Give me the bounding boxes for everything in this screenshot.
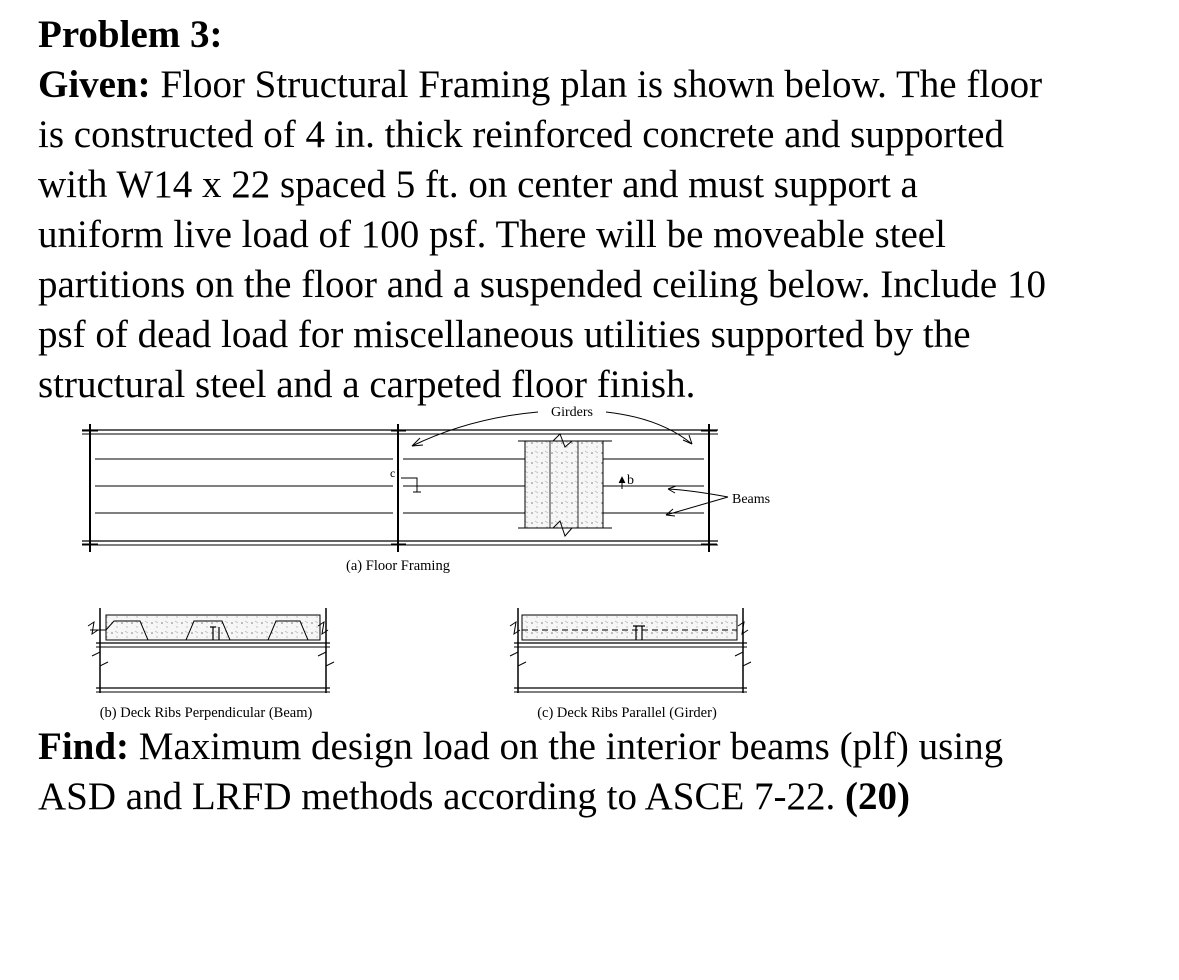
given-label: Given: [38,63,151,106]
given-text-1: Floor Structural Framing plan is shown below. The floor [150,63,1043,106]
find-statement [38,722,1168,822]
given-line-6: psf of dead load for miscellaneous utilities supported by the [38,313,971,356]
given-line-7: structural steel and a carpeted floor finish. [38,363,696,406]
caption-b: (b) Deck Ribs Perpendicular (Beam) [99,705,313,721]
section-c-label: c [390,466,396,480]
section-c-mark [401,478,417,492]
given-line-4: uniform live load of 100 psf. There will be moveable steel [38,213,946,256]
find-label: Find: [38,725,130,768]
caption-c: (c) Deck Ribs Parallel (Girder) [537,705,717,721]
beams-arrow-upper [668,489,728,497]
find-text-1: Maximum design load on the interior beams (plf) using [129,725,1004,768]
section-b-label: b [627,473,634,488]
find-text-2: ASD and LRFD methods according to ASCE 7-22. [38,775,846,818]
given-line-3: with W14 x 22 spaced 5 ft. on center and must support a [38,163,918,206]
girders-label: Girders [551,405,593,420]
given-line-5: partitions on the floor and a suspended ceiling below. Include 10 [38,263,1046,306]
beams-label: Beams [732,492,771,507]
caption-a: (a) Floor Framing [346,558,450,574]
problem-heading: Problem 3: [38,13,223,56]
slab-c [522,615,737,640]
deck-section-parallel [510,608,751,693]
given-line-2: is constructed of 4 in. thick reinforced concrete and supported [38,113,1004,156]
find-points: (20) [845,775,911,818]
find-line-1 [38,722,1168,772]
deck-section-perpendicular [88,608,334,693]
girder-arrow-right [606,412,692,444]
find-line-2 [38,772,1168,822]
beams-arrow-lower [666,497,728,515]
deck-hatch-region [525,441,603,528]
